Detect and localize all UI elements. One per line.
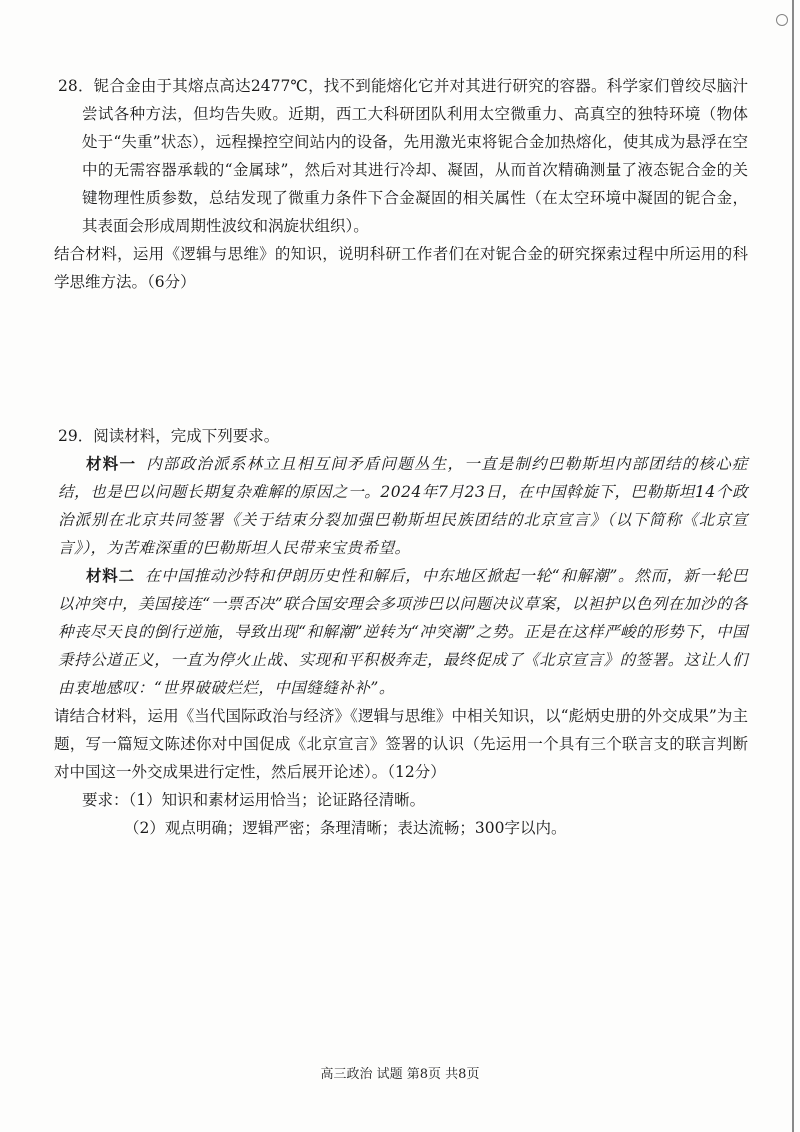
material-2	[58, 562, 748, 702]
page-content	[54, 72, 748, 842]
material-1	[58, 450, 748, 562]
requirement-1: 要求：（1）知识和素材运用恰当；论证路径清晰。	[82, 791, 426, 809]
question-28-prompt: 结合材料，运用《逻辑与思维》的知识，说明科研工作者们在对铌合金的研究探索过程中所运用的科学思维方法。（6分）	[54, 245, 748, 291]
scan-corner-mark	[776, 14, 788, 26]
question-29-title: 29．阅读材料，完成下列要求。	[58, 427, 280, 445]
requirement-2: （2）观点明确；逻辑严密；条理清晰；表达流畅；300字以内。	[124, 819, 567, 837]
material-1-label: 材料一	[86, 454, 137, 473]
question-29-prompt: 请结合材料，运用《当代国际政治与经济》《逻辑与思维》中相关知识，以“彪炳史册的外交成果”为主题，写一篇短文陈述你对中国促成《北京宣言》签署的认识（先运用一个具有三个联言支的联言判断对中国这一外交成果进行定性，然后展开论述）。（12分）	[54, 707, 748, 781]
material-2-label: 材料二	[86, 566, 135, 585]
material-2-text: 在中国推动沙特和伊朗历史性和解后，中东地区掀起一轮“和解潮”。然而，新一轮巴以冲突中，美国接连“一票否决”联合国安理会多项涉巴以问题决议草案，以袒护以色列在加沙的各种丧尽天良的倒行逆施，导致出现“和解潮”逆转为“冲突潮”之势。正是在这样严峻的形势下，中国秉持公道正义，一直为停火止战、实现和平积极奔走，最终促成了《北京宣言》的签署。这让人们由衷地感叹：“世界破破烂烂，中国缝缝补补”。	[58, 567, 748, 697]
page-footer: 高三政治 试题 第8页 共8页	[320, 1067, 480, 1082]
answer-space	[58, 296, 748, 422]
question-28-stem: 28．铌合金由于其熔点高达2477℃，找不到能熔化它并对其进行研究的容器。科学家们曾绞尽脑汁尝试各种方法，但均告失败。近期，西工大科研团队利用太空微重力、高真空的独特环境（物体处于“失重”状态），远程操控空间站内的设备，先用激光束将铌合金加热熔化，使其成为悬浮在空中的无需容器承载的“金属球”，然后对其进行冷却、凝固，从而首次精确测量了液态铌合金的关键物理性质参数，总结发现了微重力条件下合金凝固的相关属性（在太空环境中凝固的铌合金，其表面会形成周期性波纹和涡旋状组织）。	[58, 77, 748, 235]
scan-edge-line	[792, 0, 794, 1132]
material-1-text: 内部政治派系林立且相互间矛盾问题丛生，一直是制约巴勒斯坦内部团结的核心症结，也是巴以问题长期复杂难解的原因之一。2024年7月23日，在中国斡旋下，巴勒斯坦14个政治派别在北京共同签署《关于结束分裂加强巴勒斯坦民族团结的北京宣言》（以下简称《北京宣言》），为苦难深重的巴勒斯坦人民带来宝贵希望。	[58, 455, 748, 557]
